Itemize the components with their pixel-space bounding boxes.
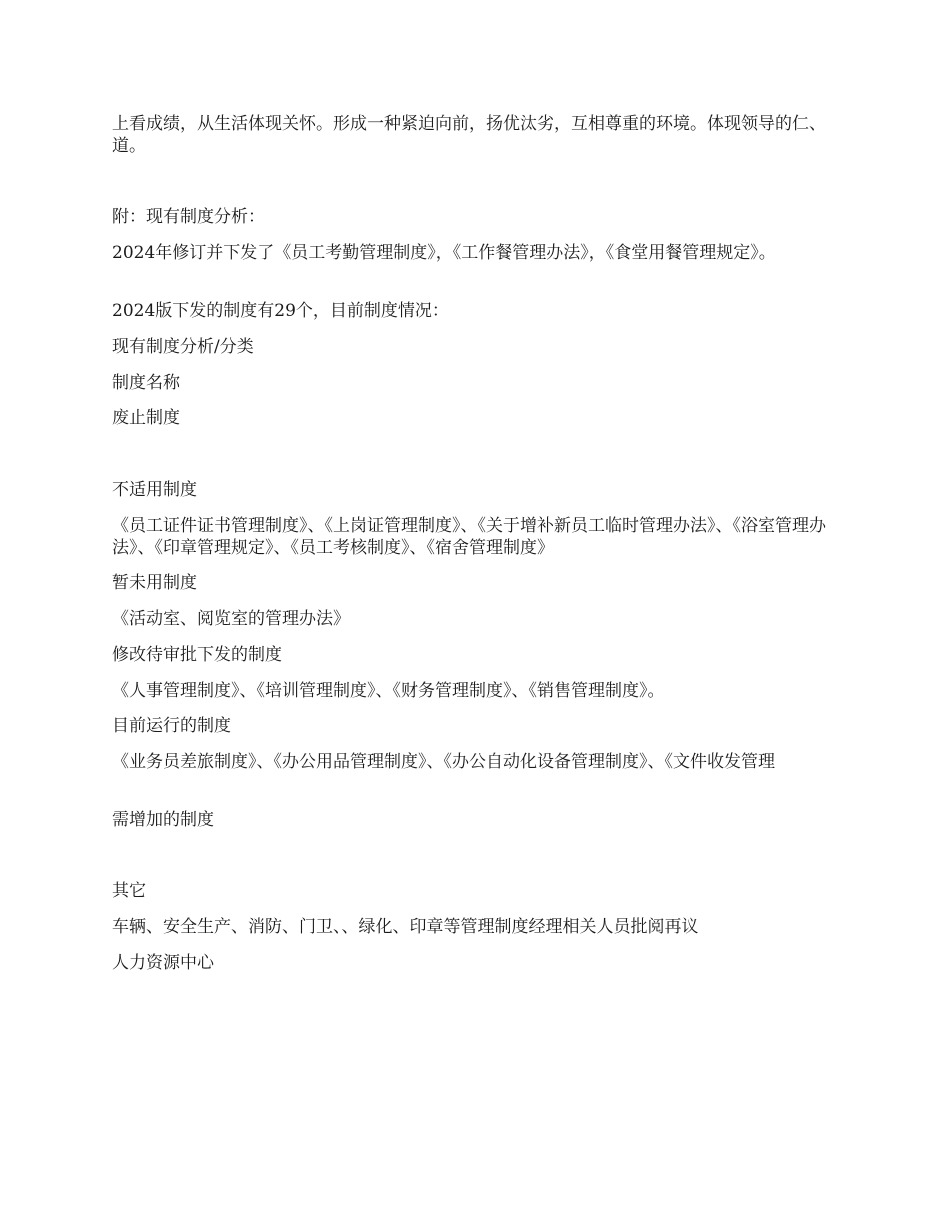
paragraph-other-systems: 车辆、安全生产、消防、门卫、、绿化、印章等管理制度经理相关人员批阅再议 — [112, 917, 699, 937]
label-analysis-category: 现有制度分析/分类 — [112, 337, 254, 357]
list-currently-running: 《业务员差旅制度》、《办公用品管理制度》、《办公自动化设备管理制度》、《文件收发管理 — [112, 752, 775, 772]
label-other: 其它 — [112, 881, 146, 901]
paragraph-closing-remark: 上看成绩，从生活体现关怀。形成一种紧迫向前，扬优汰劣，互相尊重的环境。体现领导的仁、道。 — [112, 114, 826, 156]
label-not-applicable: 不适用制度 — [112, 480, 197, 500]
signature-hr-center: 人力资源中心 — [112, 953, 214, 973]
list-pending-approval: 《人事管理制度》、《培训管理制度》、《财务管理制度》、《销售管理制度》。 — [112, 681, 665, 701]
label-abolished: 废止制度 — [112, 408, 180, 428]
paragraph-appendix-heading: 附：现有制度分析： — [112, 207, 265, 227]
paragraph-2024-count: 2024版下发的制度有29个，目前制度情况： — [112, 301, 449, 321]
label-currently-running: 目前运行的制度 — [112, 716, 231, 736]
label-system-name: 制度名称 — [112, 373, 180, 393]
label-pending-approval: 修改待审批下发的制度 — [112, 645, 282, 665]
list-not-yet-used: 《活动室、阅览室的管理办法》 — [112, 609, 350, 629]
paragraph-2024-revisions: 2024年修订并下发了《员工考勤管理制度》，《工作餐管理办法》，《食堂用餐管理规定》。 — [112, 243, 776, 263]
list-not-applicable: 《员工证件证书管理制度》、《上岗证管理制度》、《关于增补新员工临时管理办法》、《浴室管理办法》、《印章管理规定》、《员工考核制度》、《宿舍管理制度》 — [112, 516, 826, 558]
label-not-yet-used: 暂未用制度 — [112, 573, 197, 593]
label-to-be-added: 需增加的制度 — [112, 810, 214, 830]
